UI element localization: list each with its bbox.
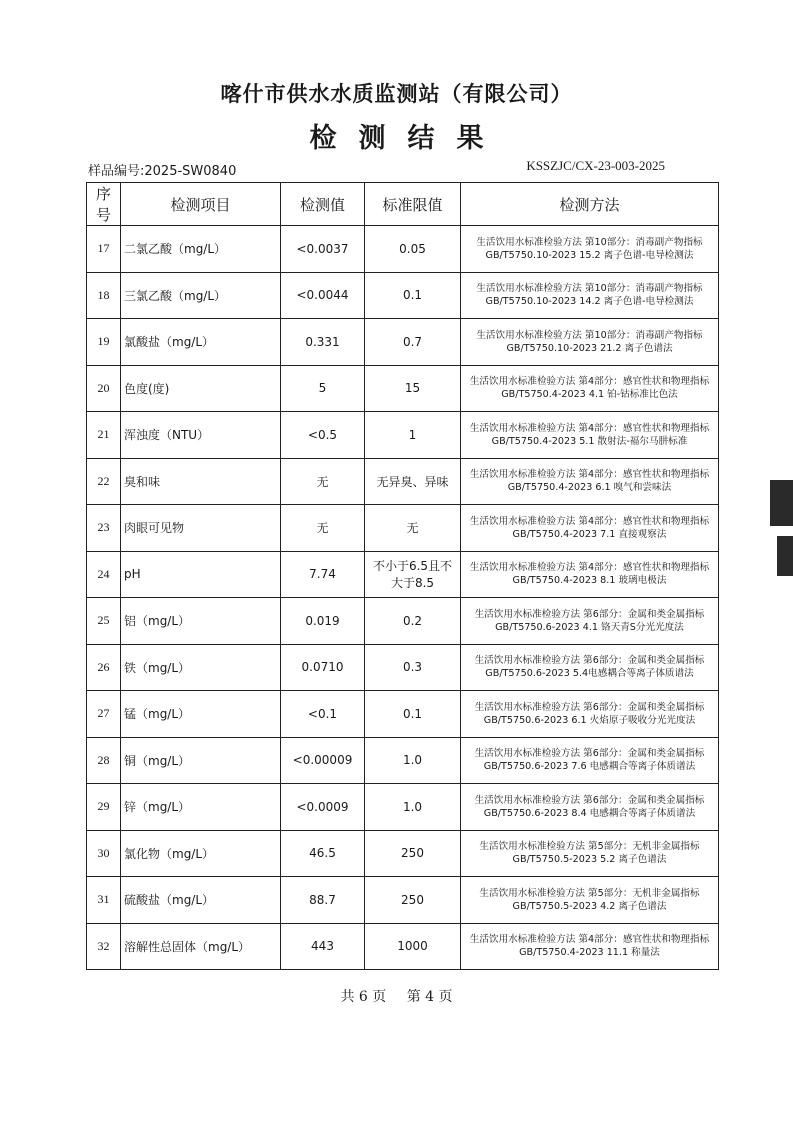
row-number: 21 [87, 412, 121, 459]
table-row [87, 272, 719, 319]
row-number: 28 [87, 737, 121, 784]
row-number: 18 [87, 272, 121, 319]
test-item: 肉眼可见物 [121, 505, 281, 552]
column-header-method: 检测方法 [461, 183, 719, 226]
table-row [87, 784, 719, 831]
test-value: <0.00009 [281, 737, 365, 784]
table-header-row [87, 183, 719, 226]
results-table [86, 182, 719, 970]
standard-limit: 1000 [365, 923, 461, 970]
test-method: 生活饮用水标准检验方法 第4部分：感官性状和物理指标 GB/T5750.4-2023 4.1 铂-钴标准比色法 [461, 365, 719, 412]
test-item: 浑浊度（NTU） [121, 412, 281, 459]
total-pages: 共 6 页 [340, 989, 387, 1005]
row-number: 17 [87, 226, 121, 273]
table-row [87, 737, 719, 784]
row-number: 26 [87, 644, 121, 691]
row-number: 31 [87, 877, 121, 924]
standard-limit: 0.3 [365, 644, 461, 691]
column-header-value: 检测值 [281, 183, 365, 226]
org-title: 喀什市供水水质监测站（有限公司） [220, 81, 573, 106]
test-value: <0.0009 [281, 784, 365, 831]
test-value: 5 [281, 365, 365, 412]
row-number: 29 [87, 784, 121, 831]
table-row [87, 598, 719, 645]
test-method: 生活饮用水标准检验方法 第4部分：感官性状和物理指标 GB/T5750.4-2023 5.1 散射法-福尔马肼标准 [461, 412, 719, 459]
test-value: 0.0710 [281, 644, 365, 691]
table-row [87, 319, 719, 366]
row-number: 32 [87, 923, 121, 970]
standard-limit: 0.2 [365, 598, 461, 645]
table-row [87, 505, 719, 552]
row-number: 27 [87, 691, 121, 738]
table-row [87, 226, 719, 273]
test-item: 色度(度) [121, 365, 281, 412]
row-number: 19 [87, 319, 121, 366]
standard-limit: 250 [365, 830, 461, 877]
test-method: 生活饮用水标准检验方法 第4部分：感官性状和物理指标 GB/T5750.4-2023 6.1 嗅气和尝味法 [461, 458, 719, 505]
test-item: 臭和味 [121, 458, 281, 505]
table-row [87, 877, 719, 924]
column-header-item: 检测项目 [121, 183, 281, 226]
test-value: 7.74 [281, 551, 365, 598]
table-row [87, 644, 719, 691]
test-method: 生活饮用水标准检验方法 第10部分：消毒副产物指标 GB/T5750.10-2023 21.2 离子色谱法 [461, 319, 719, 366]
test-item: 二氯乙酸（mg/L） [121, 226, 281, 273]
test-item: pH [121, 551, 281, 598]
test-item: 铝（mg/L） [121, 598, 281, 645]
test-method: 生活饮用水标准检验方法 第10部分：消毒副产物指标 GB/T5750.10-2023 15.2 离子色谱-电导检测法 [461, 226, 719, 273]
test-item: 氯酸盐（mg/L） [121, 319, 281, 366]
test-value: 无 [281, 505, 365, 552]
test-method: 生活饮用水标准检验方法 第4部分：感官性状和物理指标 GB/T5750.4-2023 11.1 称量法 [461, 923, 719, 970]
row-number: 23 [87, 505, 121, 552]
test-value: 46.5 [281, 830, 365, 877]
test-item: 锌（mg/L） [121, 784, 281, 831]
standard-limit: 不小于6.5且不大于8.5 [365, 551, 461, 598]
row-number: 25 [87, 598, 121, 645]
test-method: 生活饮用水标准检验方法 第6部分：金属和类金属指标 GB/T5750.6-2023 6.1 火焰原子吸收分光光度法 [461, 691, 719, 738]
test-item: 锰（mg/L） [121, 691, 281, 738]
test-value: <0.0044 [281, 272, 365, 319]
table-row [87, 458, 719, 505]
test-method: 生活饮用水标准检验方法 第6部分：金属和类金属指标 GB/T5750.6-2023 5.4电感耦合等离子体质谱法 [461, 644, 719, 691]
test-method: 生活饮用水标准检验方法 第6部分：金属和类金属指标 GB/T5750.6-2023 7.6 电感耦合等离子体质谱法 [461, 737, 719, 784]
doc-title: 检测结果 [309, 123, 506, 154]
standard-limit: 0.7 [365, 319, 461, 366]
test-value: 0.331 [281, 319, 365, 366]
test-value: 88.7 [281, 877, 365, 924]
test-item: 硫酸盐（mg/L） [121, 877, 281, 924]
test-method: 生活饮用水标准检验方法 第5部分：无机非金属指标 GB/T5750.5-2023 5.2 离子色谱法 [461, 830, 719, 877]
test-method: 生活饮用水标准检验方法 第6部分：金属和类金属指标 GB/T5750.6-2023 8.4 电感耦合等离子体质谱法 [461, 784, 719, 831]
page-footer [0, 986, 793, 1006]
column-header-no: 序号 [87, 183, 121, 226]
test-method: 生活饮用水标准检验方法 第4部分：感官性状和物理指标 GB/T5750.4-2023 7.1 直接观察法 [461, 505, 719, 552]
table-row [87, 551, 719, 598]
test-value: <0.0037 [281, 226, 365, 273]
row-number: 24 [87, 551, 121, 598]
test-method: 生活饮用水标准检验方法 第4部分：感官性状和物理指标 GB/T5750.4-2023 8.1 玻璃电极法 [461, 551, 719, 598]
document-code: KSSZJC/CX-23-003-2025 [526, 158, 665, 173]
standard-limit: 1.0 [365, 784, 461, 831]
test-value: 443 [281, 923, 365, 970]
column-header-limit: 标准限值 [365, 183, 461, 226]
table-row [87, 412, 719, 459]
standard-limit: 250 [365, 877, 461, 924]
test-value: 0.019 [281, 598, 365, 645]
test-method: 生活饮用水标准检验方法 第5部分：无机非金属指标 GB/T5750.5-2023 4.2 离子色谱法 [461, 877, 719, 924]
row-number: 30 [87, 830, 121, 877]
row-number: 22 [87, 458, 121, 505]
standard-limit: 1.0 [365, 737, 461, 784]
table-row [87, 691, 719, 738]
standard-limit: 0.05 [365, 226, 461, 273]
current-page: 第 4 页 [406, 989, 453, 1005]
test-item: 铁（mg/L） [121, 644, 281, 691]
test-item: 氯化物（mg/L） [121, 830, 281, 877]
standard-limit: 0.1 [365, 272, 461, 319]
test-value: <0.1 [281, 691, 365, 738]
test-item: 三氯乙酸（mg/L） [121, 272, 281, 319]
standard-limit: 0.1 [365, 691, 461, 738]
test-item: 溶解性总固体（mg/L） [121, 923, 281, 970]
test-value: 无 [281, 458, 365, 505]
scan-edge-mark [777, 536, 793, 576]
test-item: 铜（mg/L） [121, 737, 281, 784]
table-row [87, 830, 719, 877]
table-row [87, 365, 719, 412]
sample-number: 样品编号:2025-SW0840 [88, 164, 237, 179]
row-number: 20 [87, 365, 121, 412]
table-row [87, 923, 719, 970]
standard-limit: 无 [365, 505, 461, 552]
test-method: 生活饮用水标准检验方法 第6部分：金属和类金属指标 GB/T5750.6-2023 4.1 铬天青S分光光度法 [461, 598, 719, 645]
standard-limit: 1 [365, 412, 461, 459]
scan-edge-mark [770, 480, 793, 526]
standard-limit: 15 [365, 365, 461, 412]
test-method: 生活饮用水标准检验方法 第10部分：消毒副产物指标 GB/T5750.10-2023 14.2 离子色谱-电导检测法 [461, 272, 719, 319]
standard-limit: 无异臭、异味 [365, 458, 461, 505]
test-value: <0.5 [281, 412, 365, 459]
